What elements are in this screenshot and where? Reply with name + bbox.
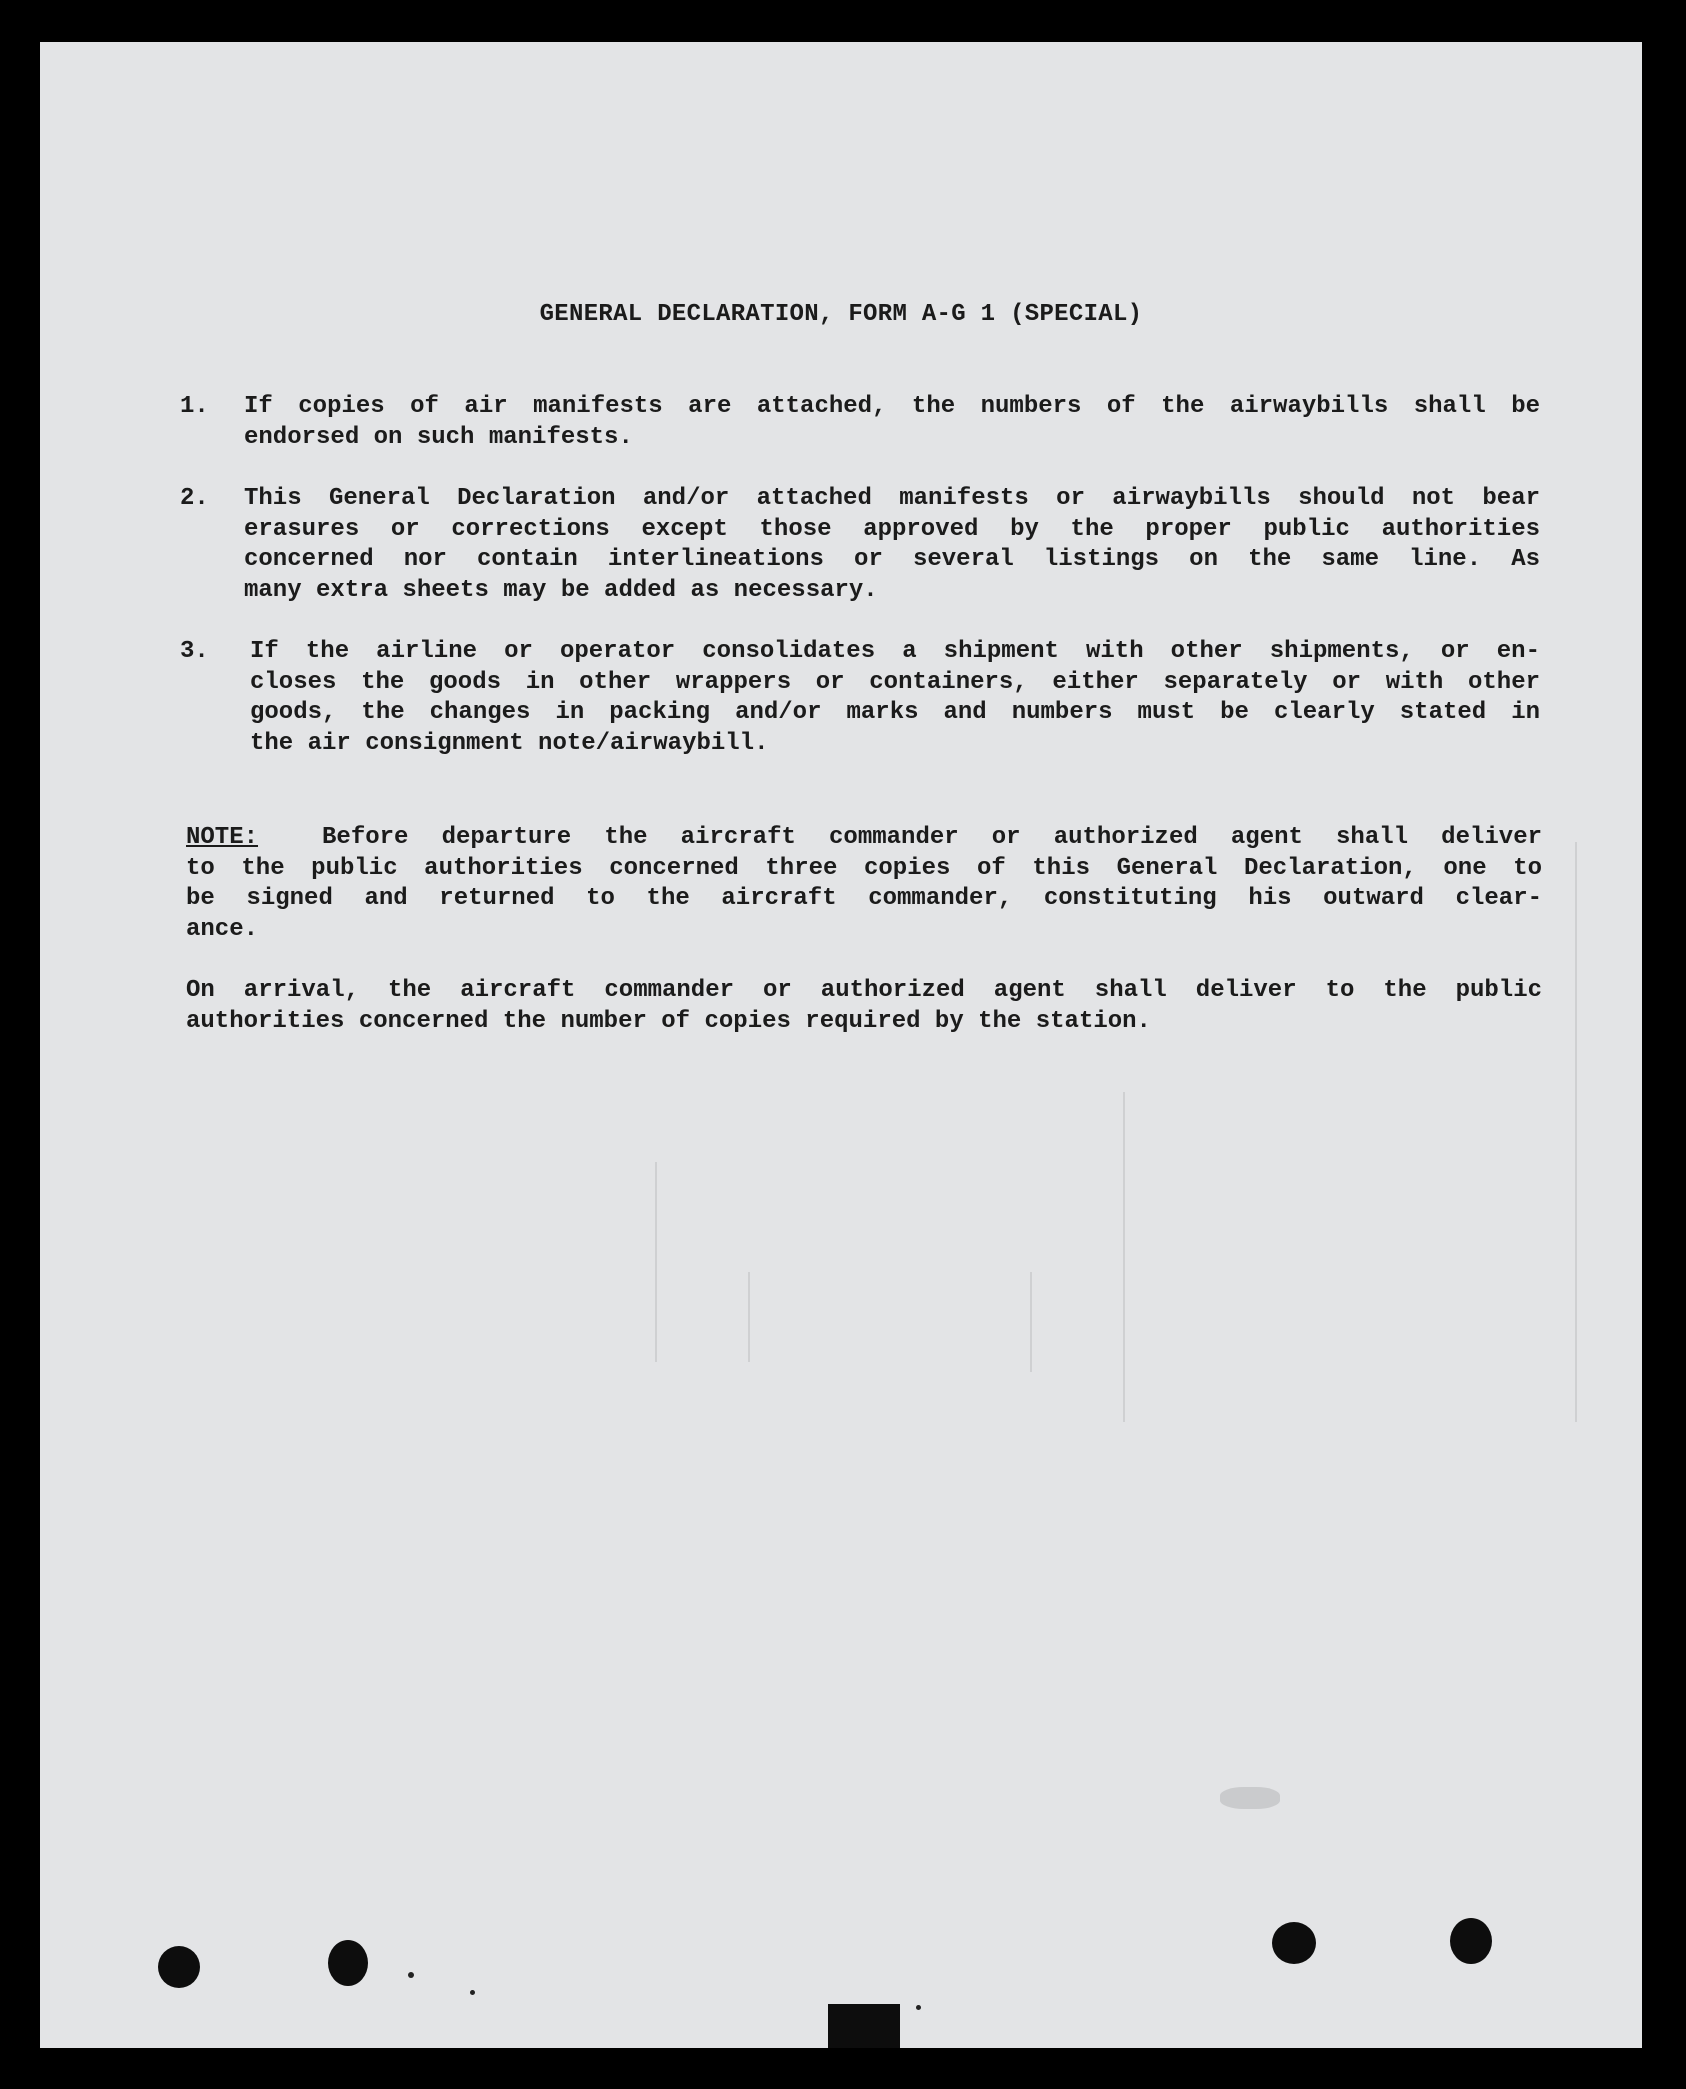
bleed-through-line bbox=[1575, 842, 1577, 1422]
note-paragraph bbox=[186, 823, 1542, 945]
item-body bbox=[244, 484, 1540, 606]
bleed-through-line bbox=[748, 1272, 750, 1362]
item-line: closes the goods in other wrappers or containers, either separately or with other bbox=[250, 668, 1540, 696]
item-line: many extra sheets may be added as necessary. bbox=[244, 576, 878, 604]
bleed-through-line bbox=[655, 1162, 657, 1362]
bleed-through-line bbox=[1030, 1272, 1032, 1372]
item-line: endorsed on such manifests. bbox=[244, 423, 633, 451]
document-title: GENERAL DECLARATION, FORM A-G 1 (SPECIAL) bbox=[539, 301, 1143, 328]
note-line: ance. bbox=[186, 915, 259, 943]
item-line: goods, the changes in packing and/or marks and numbers must be clearly stated in bbox=[250, 699, 1540, 726]
ink-smudge bbox=[1220, 1787, 1280, 1809]
item-line: If the airline or operator consolidates a shipment with other shipments, or en- bbox=[250, 638, 1540, 665]
arrival-line: authorities concerned the number of copies required by the station. bbox=[186, 1007, 1151, 1035]
item-line: If copies of air manifests are attached, the numbers of the airwaybills shall be bbox=[244, 393, 1540, 420]
ink-speck bbox=[916, 2005, 921, 2010]
item-number: 3. bbox=[180, 638, 209, 665]
item-line: concerned nor contain interlineations or several listings on the same line. As bbox=[244, 546, 1540, 573]
punch-hole bbox=[328, 1940, 368, 1986]
item-line: the air consignment note/airwaybill. bbox=[250, 729, 769, 757]
note-first-line bbox=[186, 823, 1542, 854]
punch-hole bbox=[1450, 1918, 1492, 1964]
bleed-through-line bbox=[1123, 1092, 1125, 1422]
item-body bbox=[244, 392, 1540, 453]
ink-speck bbox=[408, 1972, 414, 1978]
binding-tab bbox=[828, 2004, 900, 2048]
document-page bbox=[40, 42, 1642, 2048]
arrival-paragraph bbox=[186, 976, 1542, 1037]
note-label: NOTE: bbox=[186, 824, 259, 851]
arrival-line: On arrival, the aircraft commander or authorized agent shall deliver to the public bbox=[186, 977, 1542, 1004]
note-line: be signed and returned to the aircraft commander, constituting his outward clear- bbox=[186, 885, 1542, 912]
item-line: erasures or corrections except those approved by the proper public authorities bbox=[244, 515, 1540, 543]
item-number: 2. bbox=[180, 485, 209, 512]
ink-speck bbox=[470, 1990, 475, 1995]
note-line: to the public authorities concerned three copies of this General Declaration, one to bbox=[186, 854, 1542, 882]
note-line: Before departure the aircraft commander or authorized agent shall deliver bbox=[322, 824, 1542, 851]
punch-hole bbox=[1272, 1922, 1316, 1964]
item-line: This General Declaration and/or attached manifests or airwaybills should not bear bbox=[244, 485, 1540, 512]
item-body bbox=[250, 637, 1540, 759]
punch-hole bbox=[158, 1946, 200, 1988]
item-number: 1. bbox=[180, 393, 209, 420]
